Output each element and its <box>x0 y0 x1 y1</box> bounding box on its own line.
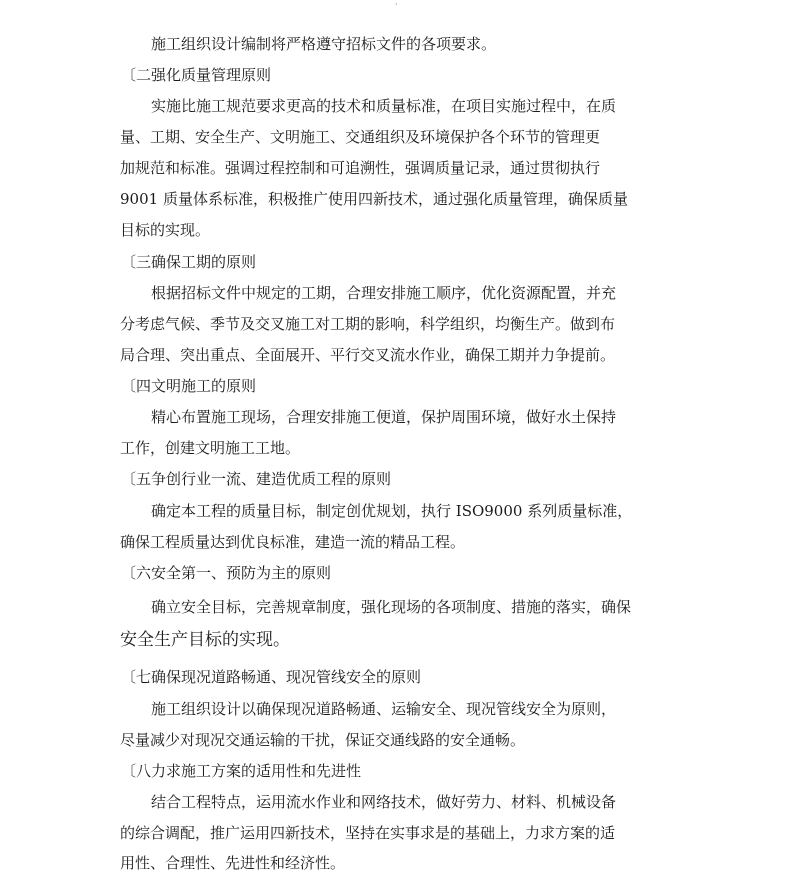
paragraph-line: 量、工期、安全生产、文明施工、交通组织及环境保护各个环节的管理更 <box>120 128 601 146</box>
paragraph-line: 确保工程质量达到优良标准，建造一流的精品工程。 <box>120 533 466 551</box>
section-heading: 〔六安全第一、预防为主的原则 <box>121 564 332 582</box>
paragraph-line: 尽量减少对现况交通运输的干扰，保证交通线路的安全通畅。 <box>120 731 526 749</box>
section-heading: 〔五争创行业一流、建造优质工程的原则 <box>121 470 392 488</box>
section-heading: 〔四文明施工的原则 <box>121 377 257 395</box>
paragraph-line: 确立安全目标，完善规章制度，强化现场的各项制度、措施的落实，确保 <box>151 598 632 616</box>
paragraph-line: 目标的实现。 <box>120 221 211 239</box>
paragraph-line: 工作，创建文明施工工地。 <box>120 439 301 457</box>
paragraph-line: 加规范和标准。强调过程控制和可追溯性，强调质量记录，通过贯彻执行 <box>120 159 601 177</box>
paragraph-line: 确定本工程的质量目标，制定创优规划，执行 ISO9000 系列质量标准， <box>151 502 633 520</box>
paragraph-line: 局合理、突出重点、全面展开、平行交叉流水作业，确保工期并力争提前。 <box>120 346 616 364</box>
page-top-mark: · <box>395 0 398 9</box>
paragraph-line: 结合工程特点，运用流水作业和网络技术，做好劳力、材料、机械设备 <box>151 793 617 811</box>
section-heading: 〔七确保现况道路畅通、现况管线安全的原则 <box>121 668 422 686</box>
section-heading: 〔三确保工期的原则 <box>121 253 257 271</box>
paragraph-line: 用性、合理性、先进性和经济性。 <box>120 854 346 872</box>
paragraph-line: 施工组织设计以确保现况道路畅通、运输安全、现况管线安全为原则， <box>151 700 617 718</box>
paragraph-line: 的综合调配，推广运用四新技术，坚持在实事求是的基础上，力求方案的适 <box>120 824 616 842</box>
paragraph-line: 安全生产目标的实现。 <box>120 630 290 650</box>
paragraph-line: 实施比施工规范要求更高的技术和质量标准，在项目实施过程中，在质 <box>151 97 617 115</box>
paragraph-line: 分考虑气候、季节及交叉施工对工期的影响，科学组织，均衡生产。做到布 <box>120 315 616 333</box>
paragraph-line: 9001 质量体系标准，积极推广使用四新技术，通过强化质量管理，确保质量 <box>120 190 628 208</box>
paragraph-line: 根据招标文件中规定的工期，合理安排施工顺序，优化资源配置，并充 <box>151 284 617 302</box>
paragraph-line: 施工组织设计编制将严格遵守招标文件的各项要求。 <box>151 35 497 53</box>
section-heading: 〔八力求施工方案的适用性和先进性 <box>121 762 362 780</box>
section-heading: 〔二强化质量管理原则 <box>121 66 272 84</box>
paragraph-line: 精心布置施工现场，合理安排施工便道，保护周围环境，做好水土保持 <box>151 408 617 426</box>
